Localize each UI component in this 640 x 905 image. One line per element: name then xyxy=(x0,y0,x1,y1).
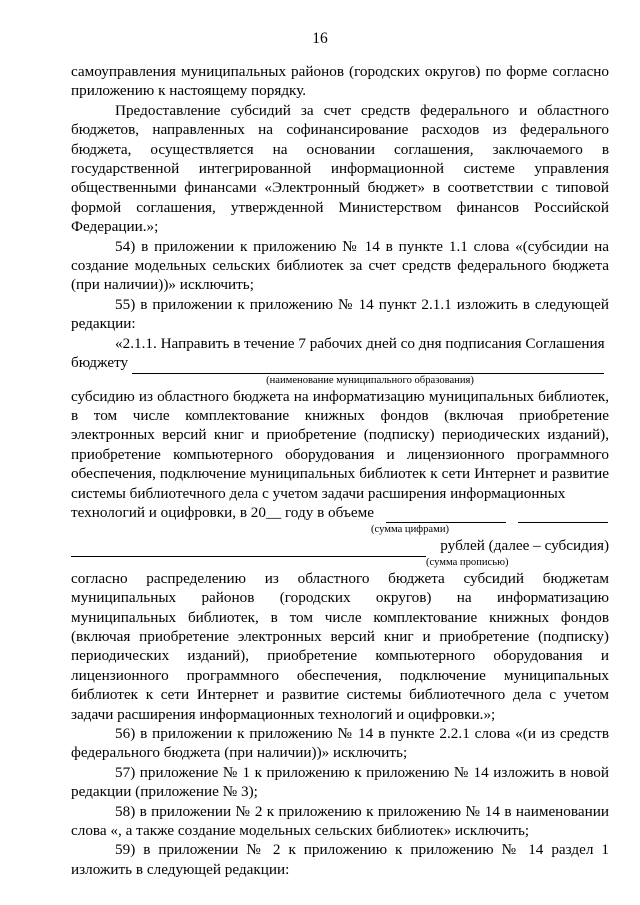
paragraph-subsidy-text: субсидию из областного бюджета на информатизацию муниципальных библиотек, в том числе комплектование книжных фондов (включая приобретение электронных версий книг и приобретение (подписку) периодических изданий), приобретение компьютерного оборудования и лицензионного программного обеспечения, подключение муниципальных библиотек к сети Интернет и развитие системы библиотечного дела с учетом задачи расширения информационных xyxy=(71,387,609,502)
page-number: 16 xyxy=(312,30,328,47)
paragraph-item-54: 54) в приложении к приложению № 14 в пункте 1.1 слова «(субсидии на создание модельных сельских библиотек за счет средств федерального бюджета (при наличии))» исключить; xyxy=(71,237,609,294)
paragraph-item-59: 59) в приложении № 2 к приложению к приложению № 14 раздел 1 изложить в следующей редакции: xyxy=(71,841,609,878)
sum-digits-blank-line-2 xyxy=(518,503,608,523)
amount-words-row xyxy=(71,536,609,555)
paragraph-item-58: 58) в приложении № 2 к приложению к приложению № 14 в наименовании слова «, а также создание модельных сельских библиотек» исключить; xyxy=(71,802,609,840)
paragraph-item-56: 56) в приложении к приложению № 14 в пункте 2.2.1 слова «(и из средств федерального бюджета (при наличии))» исключить; xyxy=(71,725,609,762)
sum-digits-caption: (сумма цифрами) xyxy=(371,524,450,536)
sum-words-caption: (сумма прописью) xyxy=(426,556,509,568)
amount-year-text: технологий и оцифровки, в 20__ году в объеме xyxy=(71,503,374,521)
paragraph-item-55: 55) в приложении к приложению № 14 пункт 2.1.1 изложить в следующей редакции: xyxy=(71,295,609,333)
paragraph-continuation: самоуправления муниципальных районов (городских округов) по форме согласно приложению к настоящему порядку. xyxy=(71,63,609,100)
paragraph-subsidy-provision: Предоставление субсидий за счет средств федерального и областного бюджетов, направленных на софинансирование расходов из федерального бюджета, осуществляется на основании соглашения, заключаемого в государственной интегрированной информационной системе управления общественными финансами «Электронный бюджет» в соответствии с типовой формой соглашения, утвержденной Министерством финансов Российской Федерации.»; xyxy=(71,101,609,236)
amount-digits-row xyxy=(71,503,609,523)
sum-digits-blank-line xyxy=(386,503,506,523)
document-body xyxy=(71,62,609,879)
paragraph-distribution: согласно распределению из областного бюджета субсидий бюджетам муниципальных районов (городских округов) на информатизацию муниципальных библиотек, в том числе комплектование книжных фондов (включая приобретение электронных версий книг и приобретение (подписку) периодических изданий), приобретение компьютерного оборудования и лицензионного программного обеспечения, подключение муниципальных библиотек к сети Интернет и развитие системы библиотечного дела с учетом задачи расширения информационных технологий и оцифровки.»; xyxy=(71,569,609,723)
amount-tail-text: рублей (далее – субсидия) xyxy=(440,537,609,555)
sum-words-blank-line xyxy=(71,536,426,556)
municipality-blank-line xyxy=(132,353,604,373)
municipality-blank-row xyxy=(71,353,609,373)
budget-label: бюджету xyxy=(71,354,129,372)
municipality-caption: (наименование муниципального образования) xyxy=(266,374,474,386)
paragraph-item-57: 57) приложение № 1 к приложению к приложению № 14 изложить в новой редакции (приложение № 3); xyxy=(71,763,609,801)
paragraph-clause-2-1-1: «2.1.1. Направить в течение 7 рабочих дней со дня подписания Соглашения xyxy=(115,334,605,352)
